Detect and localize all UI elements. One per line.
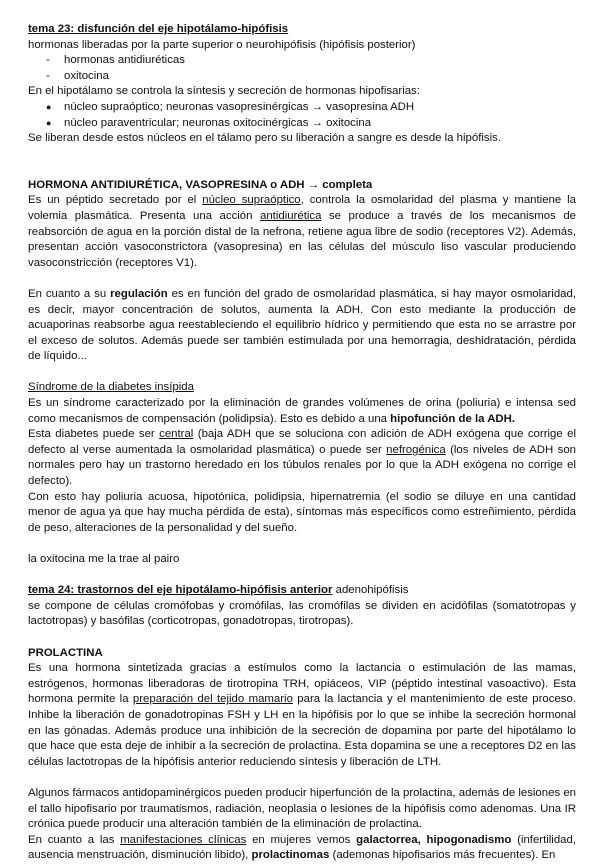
diabetes-paragraph-1: Es un síndrome caracterizado por la eliminación de grandes volúmenes de orina (poliuria) e intensa sed como mecanismos de compensación (polidipsia). Esto es debido a una hipofunción de la ADH. bbox=[28, 397, 576, 425]
release-text: Se liberan desde estos núcleos en el tálamo pero su liberación a sangre es desde la hipófisis. bbox=[28, 132, 502, 145]
list-item: ● núcleo paraventricular; neuronas oxitocinérgicas → oxitocina bbox=[46, 116, 576, 132]
topic-24-title: tema 24: trastornos del eje hipotálamo-hipófisis anterior adenohipófisis bbox=[28, 584, 409, 597]
adh-paragraph-1: Es un péptido secretado por el núcleo supraóptico, controla la osmolaridad del plasma y mantiene la volemia plasmática. Presenta una acción antidiurética se produce a través de los mecanismos de reabsorción de agua en la porción distal de la nefrona, retiene agua libre de sodio (receptores V2). Además, presentan acción vasoconstrictora (vasopresina) en las células del músculo liso vascular produciendo vasoconstricción (receptores V1). bbox=[28, 194, 576, 269]
list-item: - oxitocina bbox=[46, 69, 576, 85]
prolactin-paragraph-3: En cuanto a las manifestaciones clínicas en mujeres vemos galactorrea, hipogonadismo (infertilidad, ausencia menstruación, disminución libido), prolactinomas (ademonas hipofisarios más frecuentes). En bbox=[28, 833, 577, 862]
adh-paragraph-2: En cuanto a su regulación es en función del grado de osmolaridad plasmática, si hay mayor osmolaridad, es decir, mayor concentración de solutos, aumenta la ADH. Con esto mediante la producción de acuaporinas reabsorbe agua reestableciendo el equilibrio hídrico y permitiendo que esta no se arrastre por el exceso de solutos. Además puede ser también estimulada por una hemorragia, deshidratación, pérdida de líquido... bbox=[28, 287, 576, 363]
control-text: En el hipotálamo se controla la síntesis y secreción de hormonas hipofisarias: bbox=[28, 85, 420, 98]
diabetes-paragraph-2: Esta diabetes puede ser central (baja ADH que se soluciona con adición de ADH exógena que corrige el defecto al verse aumentada la osmolaridad plasmática) o puede ser nefrogénica (los niveles de ADH son normales pero hay un trastorno heredado en los túbulos renales por lo que la ADH exógena no corrige el defecto). bbox=[28, 428, 576, 488]
list-item: - hormonas antidiuréticas bbox=[46, 53, 576, 69]
topic-23-title: tema 23: disfunción del eje hipotálamo-hipófisis bbox=[28, 23, 289, 35]
oxytocin-note: la oxitocina me la trae al pairo bbox=[28, 553, 180, 565]
prolactin-paragraph-2: Algunos fármacos antidopaminérgicos pueden producir hiperfunción de la prolactina, además de lesiones en el tallo hipofisario por traumatismos, radiación, neoplasia o lesiones de la hipófisis como adenomas. Una IR crónica puede producir una alteración también de la eliminación de prolactina. bbox=[28, 786, 576, 831]
list-item: ● núcleo supraóptico; neuronas vasopresinérgicas → vasopresina ADH bbox=[46, 100, 576, 116]
diabetes-heading: Síndrome de la diabetes insípida bbox=[28, 381, 194, 394]
prolactin-heading: PROLACTINA bbox=[28, 646, 103, 659]
adh-heading: HORMONA ANTIDIURÉTICA, VASOPRESINA o ADH → completa bbox=[28, 178, 373, 191]
diabetes-paragraph-3: Con esto hay poliuria acuosa, hipotónica, polidipsia, hipernatremia (el sodio se diluye en una cantidad menor de agua ya que hay mucha pérdida de esta), síntomas más específicos como estreñimiento, pérdida de peso, alteraciones de la personalidad y del sueño. bbox=[28, 490, 576, 534]
prolactin-paragraph-1: Es una hormona sintetizada gracias a estímulos como la lactancia o estimulación de las mamas, estrógenos, hormonas liberadoras de tirotropina TRH, opiáceos, VIP (péptido intestinal vasoactivo). Esta hormona permite la preparación del tejido mamario para la lactancia y el mantenimiento de este proceso. Inhibe la liberación de gonadotropinas FSH y LH en la hipófisis por lo que se inhibe la secreción hormonal en las gónadas. Además produce una inhibición de la secreción de dopamina por parte del hipotálamo lo que hace que esta deje de inhibir a la secreción de prolactina. Esta dopamina se une a receptores D2 en las células lactotropas de la hipófisis anterior reduciendo síntesis y liberación de LTH. bbox=[28, 662, 576, 768]
nuclei-list bbox=[28, 100, 576, 131]
topic-23-intro: hormonas liberadas por la parte superior o neurohipófisis (hipófisis posterior) bbox=[28, 38, 416, 51]
topic-24-paragraph: se compone de células cromófobas y cromófilas, las cromófilas se dividen en acidófilas (somatotropas y lactotropas) y basófilas (corticotropas, gonadotropas, tirotropas). bbox=[28, 599, 576, 628]
document-page bbox=[28, 22, 576, 864]
hormone-list bbox=[28, 53, 576, 84]
